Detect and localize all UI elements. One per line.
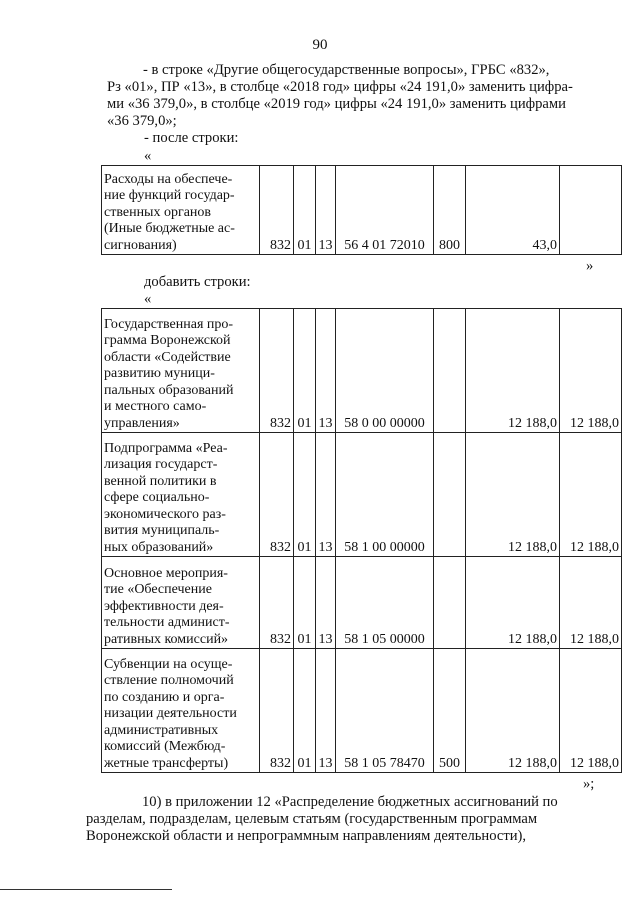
- intro-paragraph: [107, 62, 599, 130]
- cell-2019: 12 188,0: [560, 557, 622, 649]
- cell-rz: 01: [294, 649, 316, 773]
- cell-2018: 43,0: [466, 166, 560, 255]
- row-description: Подпрограмма «Реа- лизация государст- венной политики в сфере социально- экономического раз- вития муниципаль- ных образований»: [102, 433, 260, 557]
- table-row: [102, 557, 622, 649]
- cell-csr: 58 1 05 78470: [336, 649, 434, 773]
- cell-pr: 13: [316, 166, 336, 255]
- cell-vr: 500: [434, 649, 466, 773]
- intro-line: - в строке «Другие общегосударственные вопросы», ГРБС «832»,: [143, 62, 550, 78]
- final-line: разделам, подразделам, целевым статьям (государственным программам: [86, 811, 538, 827]
- table-row: [102, 166, 622, 255]
- cell-grbs: 832: [260, 309, 294, 433]
- table-row: [102, 649, 622, 773]
- row-description: Государственная про- грамма Воронежской области «Содействие развитию муници- пальных образований и местного само- управления»: [102, 309, 260, 433]
- cell-grbs: 832: [260, 166, 294, 255]
- cell-grbs: 832: [260, 649, 294, 773]
- cell-rz: 01: [294, 557, 316, 649]
- cell-rz: 01: [294, 166, 316, 255]
- open-quote: «: [144, 148, 152, 164]
- table-row: [102, 433, 622, 557]
- cell-grbs: 832: [260, 433, 294, 557]
- cell-csr: 56 4 01 72010: [336, 166, 434, 255]
- cell-vr: [434, 309, 466, 433]
- after-row-label: - после строки:: [144, 130, 239, 146]
- cell-pr: 13: [316, 309, 336, 433]
- row-description: Основное мероприя- тие «Обеспечение эффективности дея- тельности админист- ративных комиссий»: [102, 557, 260, 649]
- intro-line: «36 379,0»;: [107, 113, 177, 129]
- cell-2019: 12 188,0: [560, 649, 622, 773]
- table-row: [102, 309, 622, 433]
- cell-rz: 01: [294, 433, 316, 557]
- cell-2018: 12 188,0: [466, 433, 560, 557]
- cell-2018: 12 188,0: [466, 649, 560, 773]
- row-description: Расходы на обеспече- ние функций государ- ственных органов (Иные бюджетные ас- сигнования): [102, 166, 260, 255]
- cell-vr: 800: [434, 166, 466, 255]
- cell-2019: 12 188,0: [560, 433, 622, 557]
- final-line: Воронежской области и непрограммным направлениям деятельности),: [86, 828, 527, 844]
- close-quote: »;: [583, 776, 595, 792]
- footnote-separator: [0, 889, 172, 890]
- final-line: 10) в приложении 12 «Распределение бюджетных ассигнований по: [142, 794, 558, 810]
- cell-rz: 01: [294, 309, 316, 433]
- cell-pr: 13: [316, 649, 336, 773]
- final-paragraph: [86, 794, 598, 845]
- open-quote: «: [144, 291, 152, 307]
- cell-vr: [434, 433, 466, 557]
- cell-pr: 13: [316, 557, 336, 649]
- row-description: Субвенции на осуще- ствление полномочий по созданию и орга- низации деятельности административных комиссий (Межбюд- жетные трансферты): [102, 649, 260, 773]
- intro-line: ми «36 379,0», в столбце «2019 год» цифры «24 191,0» заменить цифрами: [107, 96, 566, 112]
- page-number: 90: [312, 37, 328, 53]
- cell-grbs: 832: [260, 557, 294, 649]
- cell-csr: 58 1 05 00000: [336, 557, 434, 649]
- intro-line: Рз «01», ПР «13», в столбце «2018 год» цифры «24 191,0» заменить цифра-: [107, 79, 573, 95]
- close-quote: »: [586, 258, 594, 274]
- cell-csr: 58 1 00 00000: [336, 433, 434, 557]
- cell-2019: [560, 166, 622, 255]
- table-before-rows: [101, 165, 622, 255]
- cell-2018: 12 188,0: [466, 557, 560, 649]
- table-added-rows: [101, 308, 622, 773]
- cell-2019: 12 188,0: [560, 309, 622, 433]
- cell-vr: [434, 557, 466, 649]
- cell-csr: 58 0 00 00000: [336, 309, 434, 433]
- add-rows-label: добавить строки:: [144, 274, 251, 290]
- cell-2018: 12 188,0: [466, 309, 560, 433]
- cell-pr: 13: [316, 433, 336, 557]
